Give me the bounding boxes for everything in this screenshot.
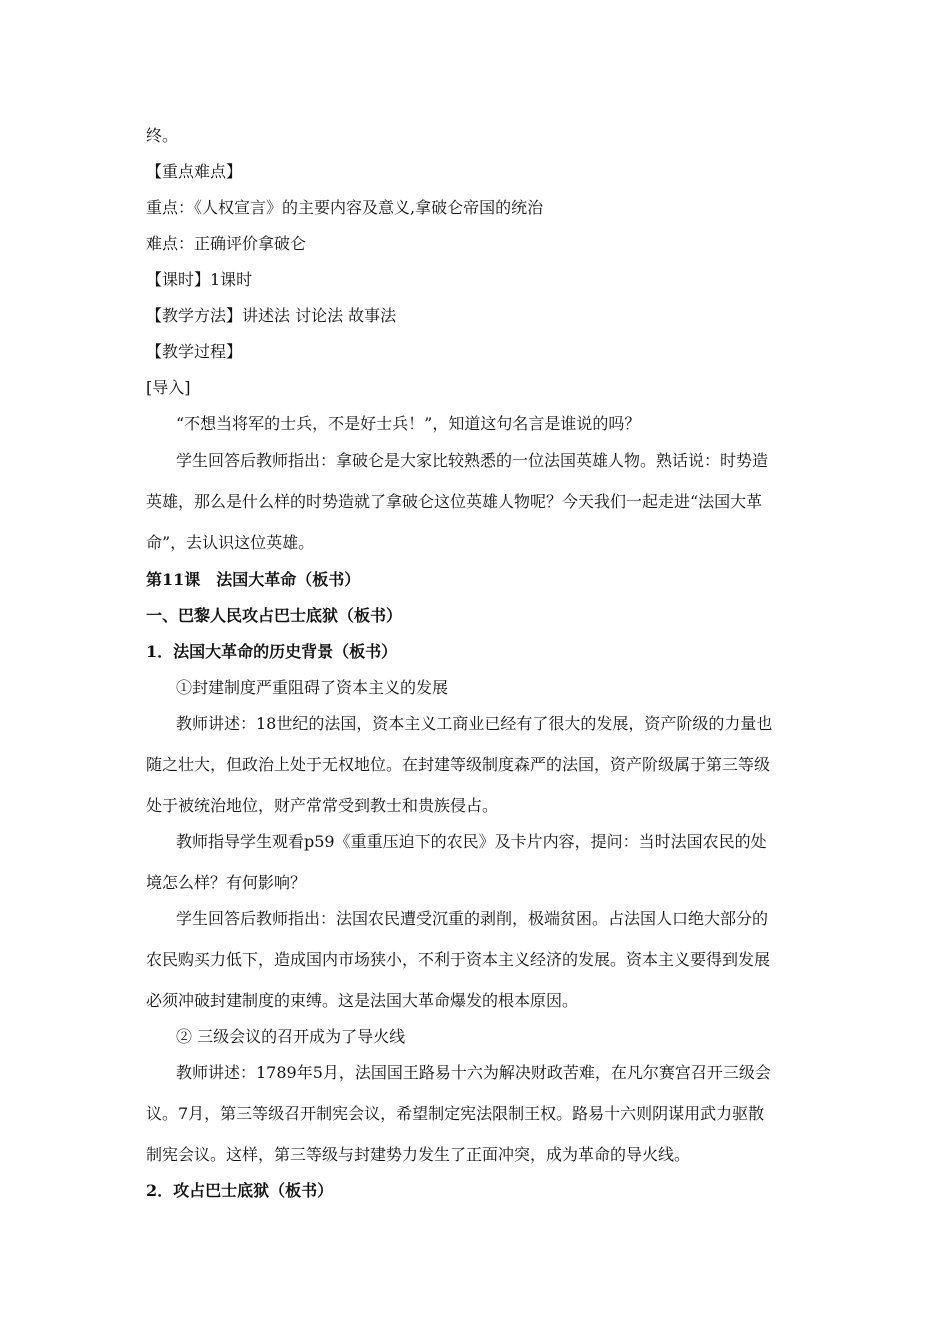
paragraph-line: 英雄，那么是什么样的时势造就了拿破仑这位英雄人物呢？今天我们一起走进“法国大革: [146, 492, 763, 511]
paragraph-line: “不想当将军的士兵，不是好士兵！”，知道这句名言是谁说的吗？: [176, 414, 641, 433]
point-heading: ② 三级会议的召开成为了导火线: [176, 1027, 406, 1046]
paragraph-line: 学生回答后教师指出：法国农民遭受沉重的剥削，极端贫困。占法国人口绝大部分的: [176, 909, 769, 928]
section-heading-methods: 【教学方法】讲述法 讨论法 故事法: [146, 306, 397, 325]
paragraph-line: 教师讲述：18世纪的法国，资本主义工商业已经有了很大的发展，资产阶级的力量也: [176, 714, 773, 733]
paragraph-line: 制宪会议。这样，第三等级与封建势力发生了正面冲突，成为革命的导火线。: [146, 1145, 691, 1164]
section-heading-process: 【教学过程】: [146, 342, 243, 361]
subsection-title: 1．法国大革命的历史背景（板书）: [146, 642, 398, 661]
point-heading: ①封建制度严重阻碍了资本主义的发展: [176, 678, 449, 697]
paragraph-line: 处于被统治地位，财产常常受到教士和贵族侵占。: [146, 796, 499, 815]
paragraph-line: 议。7月，第三等级召开制宪会议，希望制定宪法限制王权。路易十六则阴谋用武力驱散: [146, 1104, 765, 1123]
section-heading-intro: [导入]: [146, 378, 191, 397]
subsection-title: 2．攻占巴士底狱（板书）: [146, 1181, 334, 1200]
section-heading-key-points: 【重点难点】: [146, 162, 243, 181]
paragraph-line: 随之壮大，但政治上处于无权地位。在封建等级制度森严的法国，资产阶级属于第三等级: [146, 755, 771, 774]
section-title: 一、巴黎人民攻占巴士底狱（板书）: [146, 606, 403, 625]
section-heading-class-hours: 【课时】1课时: [146, 270, 253, 289]
paragraph-line: 农民购买力低下，造成国内市场狭小，不利于资本主义经济的发展。资本主义要得到发展: [146, 950, 771, 969]
text-line: 重点：《人权宣言》的主要内容及意义,拿破仑帝国的统治: [146, 198, 544, 217]
text-line: 难点：正确评价拿破仑: [146, 234, 307, 253]
text-line: 终。: [146, 126, 179, 145]
paragraph-line: 命”，去认识这位英雄。: [146, 533, 315, 552]
paragraph-line: 教师指导学生观看p59《重重压迫下的农民》及卡片内容，提问：当时法国农民的处: [176, 832, 767, 851]
paragraph-line: 必须冲破封建制度的束缚。这是法国大革命爆发的根本原因。: [146, 991, 579, 1010]
lesson-title: 第11课 法国大革命（板书）: [146, 570, 361, 589]
paragraph-line: 境怎么样？有何影响？: [146, 873, 307, 892]
paragraph-line: 教师讲述：1789年5月，法国国王路易十六为解决财政苦难，在凡尔赛宫召开三级会: [176, 1063, 771, 1082]
paragraph-line: 学生回答后教师指出：拿破仑是大家比较熟悉的一位法国英雄人物。熟话说：时势造: [176, 451, 769, 470]
